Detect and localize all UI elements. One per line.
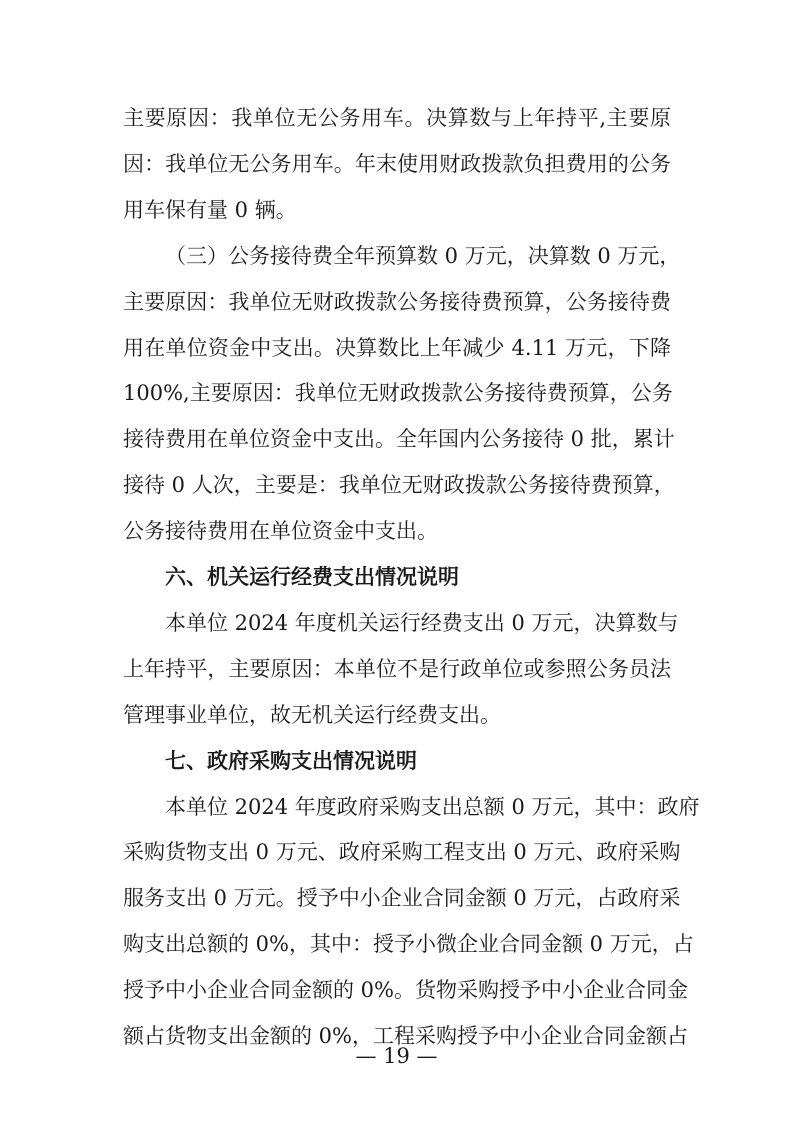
body-line: 本单位 2024 年度政府采购支出总额 0 万元，其中：政府 — [165, 795, 700, 819]
body-line: 上年持平，主要原因：本单位不是行政单位或参照公务员法 — [123, 657, 671, 681]
body-line: 接待 0 人次，主要是：我单位无财政拨款公务接待费预算， — [123, 473, 675, 497]
body-line: 本单位 2024 年度机关运行经费支出 0 万元，决算数与 — [165, 611, 679, 635]
body-line: 额占货物支出金额的 0%，工程采购授予中小企业合同金额占 — [123, 1024, 688, 1048]
body-line: 公务接待费用在单位资金中支出。 — [123, 519, 438, 543]
body-line: 用车保有量 0 辆。 — [123, 198, 297, 222]
body-line: 主要原因：我单位无公务用车。决算数与上年持平,主要原 — [123, 106, 671, 130]
body-line: 购支出总额的 0%，其中：授予小微企业合同金额 0 万元，占 — [123, 932, 694, 956]
body-line: 采购货物支出 0 万元、政府采购工程支出 0 万元、政府采购 — [123, 840, 681, 864]
body-line: 服务支出 0 万元。授予中小企业合同金额 0 万元，占政府采 — [123, 886, 681, 910]
body-line: 接待费用在单位资金中支出。全年国内公务接待 0 批，累计 — [123, 427, 675, 451]
page-number: — 19 — — [355, 1044, 438, 1068]
body-line: 主要原因：我单位无财政拨款公务接待费预算，公务接待费 — [123, 290, 671, 314]
body-line: 用在单位资金中支出。决算数比上年减少 4.11 万元，下降 — [123, 336, 671, 360]
body-line: 因：我单位无公务用车。年末使用财政拨款负担费用的公务 — [123, 152, 671, 176]
body-line: 管理事业单位，故无机关运行经费支出。 — [123, 703, 501, 727]
body-line: 100%,主要原因：我单位无财政拨款公务接待费预算，公务 — [123, 381, 673, 405]
body-line: （三）公务接待费全年预算数 0 万元，决算数 0 万元， — [165, 244, 681, 268]
section-heading: 七、政府采购支出情况说明 — [165, 749, 417, 773]
section-heading: 六、机关运行经费支出情况说明 — [165, 565, 459, 589]
body-line: 授予中小企业合同金额的 0%。货物采购授予中小企业合同金 — [123, 978, 688, 1002]
